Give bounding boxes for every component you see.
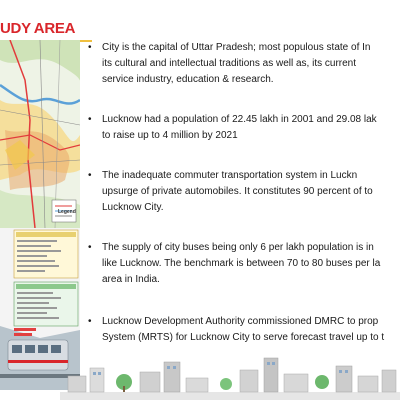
bullet-text-line: area in India. xyxy=(102,274,160,285)
bullet-marker: • xyxy=(88,114,92,125)
bullet-text-line: System (MRTS) for Lucknow City to serve forecast travel up to t xyxy=(102,332,385,343)
bullet-text-line: upsurge of private automobiles. It constitutes 90 percent of to xyxy=(102,186,373,197)
bullet-marker: • xyxy=(88,42,92,53)
slide-title: UDY AREA xyxy=(0,20,76,37)
bullet-marker: • xyxy=(88,316,92,327)
bullet-marker: • xyxy=(88,170,92,181)
bullet-marker: • xyxy=(88,242,92,253)
bullet-text-line: City is the capital of Uttar Pradesh; most populous state of In xyxy=(102,42,371,53)
bullet-text-line: Lucknow had a population of 22.45 lakh in 2001 and 29.08 lak xyxy=(102,114,377,125)
bullet-text-line: Lucknow Development Authority commissioned DMRC to prop xyxy=(102,316,379,327)
bullet-text-line: to raise up to 4 million by 2021 xyxy=(102,130,238,141)
bullet-text-line: service industry, education & research. xyxy=(102,74,274,85)
bullet-text-line: Lucknow City. xyxy=(102,202,164,213)
city-map-graphic xyxy=(0,40,80,228)
skyline-graphic xyxy=(60,352,400,400)
bullet-text-line: The supply of city buses being only 6 per lakh population is in xyxy=(102,242,374,253)
map-legend-label: Legend xyxy=(58,209,76,215)
city-skyline-decoration xyxy=(60,352,400,400)
bullet-text-line: like Lucknow. The benchmark is between 70 to 80 buses per la xyxy=(102,258,381,269)
bullet-list xyxy=(88,38,400,343)
bullet-text-line: its cultural and intellectual traditions as well as, its current xyxy=(102,58,357,69)
bullet-text-line: The inadequate commuter transportation system in Luckn xyxy=(102,170,358,181)
city-map-image xyxy=(0,40,80,228)
